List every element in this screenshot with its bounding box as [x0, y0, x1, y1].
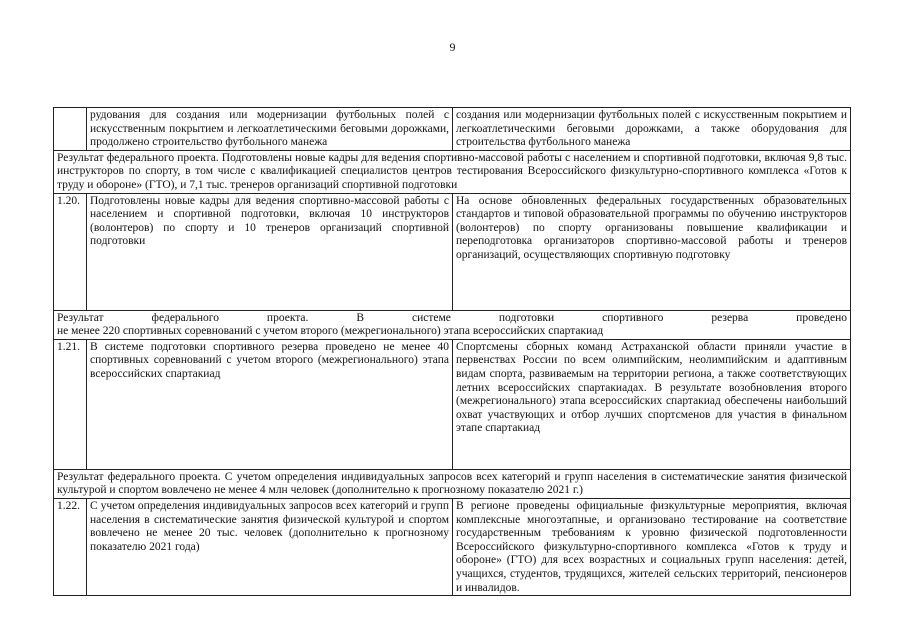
row-number: 1.22. — [54, 498, 87, 595]
federal-result-row — [54, 469, 851, 498]
result-cell: Спортсмены сборных команд Астраханской области приняли участие в первенствах России по всем олимпийским, неолимпийским и адаптивным видам спорта, развиваемым на территории региона, а также соответствующих летних всероссийских спартакиадах. В результате возобновления второго (межрегионального) этапа всероссийских спартакиад обеспечены наибольший охват участвующих и отбор лучших спортсменов для участия в финальном этапе спартакиад — [453, 339, 851, 469]
table-row — [54, 193, 851, 310]
page-number: 9 — [449, 40, 456, 54]
federal-result-line-1: Результат федерального проекта. В системе подготовки спортивного резерва проведено — [57, 311, 847, 324]
result-cell: На основе обновленных федеральных государственных образовательных стандартов и типовой образовательной программы по обучению инструкторов (волонтеров) по спорту организованы повышение квалификации и переподготовка организаторов спортивно-массовой работы и тренеров организаций, осуществляющих спортивную подготовку — [453, 193, 851, 310]
federal-result-row — [54, 150, 851, 193]
table-row — [54, 498, 851, 595]
federal-result-text: Результат федерального проекта. С учетом определения индивидуальных запросов всех категорий и групп населения в систематические занятия физической культурой и спортом вовлечено не менее 4 млн человек (дополнительно к прогнозному показателю 2021 г.) — [54, 469, 851, 498]
federal-result-row — [54, 310, 851, 339]
action-cell: В системе подготовки спортивного резерва проведено не менее 40 спортивных соревнований с учетом второго (межрегионального) этапа всероссийских спартакиад — [87, 339, 453, 469]
action-cell: рудования для создания или модернизации футбольных полей с искусственным покрытием и легкоатлетическими беговыми дорожками, продолжено строительство футбольного манежа — [87, 108, 453, 151]
table-row — [54, 339, 851, 469]
row-number — [54, 108, 87, 151]
result-cell: В регионе проведены официальные физкультурные мероприятия, включая комплексные многоэтапные, и организовано тестирование на соответствие государственным требованиям к уровню физической подготовленности Всероссийского физкультурно-спортивного комплекса «Готов к труду и обороне» (ГТО) для всех возрастных и социальных групп населения: детей, учащихся, студентов, трудящихся, жителей сельских территорий, пенсионеров и инвалидов. — [453, 498, 851, 595]
federal-result-text — [54, 310, 851, 339]
results-table — [53, 107, 851, 596]
action-cell: Подготовлены новые кадры для ведения спортивно-массовой работы с населением и спортивной подготовки, включая 10 инструкторов (волонтеров) по спорту и 10 тренеров организаций спортивной подготовки — [87, 193, 453, 310]
result-cell: создания или модернизации футбольных полей с искусственным покрытием и легкоатлетическими беговыми дорожками, а также оборудования для строительства футбольного манежа — [453, 108, 851, 151]
row-number: 1.21. — [54, 339, 87, 469]
federal-result-text: Результат федерального проекта. Подготовлены новые кадры для ведения спортивно-массовой работы с населением и спортивной подготовки, включая 9,8 тыс. инструкторов по спорту, в том числе с квалификацией специалистов центров тестирования Всероссийского физкультурно-спортивного комплекса «Готов к труду и обороне» (ГТО), и 7,1 тыс. тренеров организаций спортивной подготовки — [54, 150, 851, 193]
row-number: 1.20. — [54, 193, 87, 310]
action-cell: С учетом определения индивидуальных запросов всех категорий и групп населения в систематические занятия физической культурой и спортом вовлечено не менее 20 тыс. человек (дополнительно к прогнозному показателю 2021 года) — [87, 498, 453, 595]
federal-result-line-2: не менее 220 спортивных соревнований с учетом второго (межрегионального) этапа всероссийских спартакиад — [57, 325, 604, 338]
table-row — [54, 108, 851, 151]
